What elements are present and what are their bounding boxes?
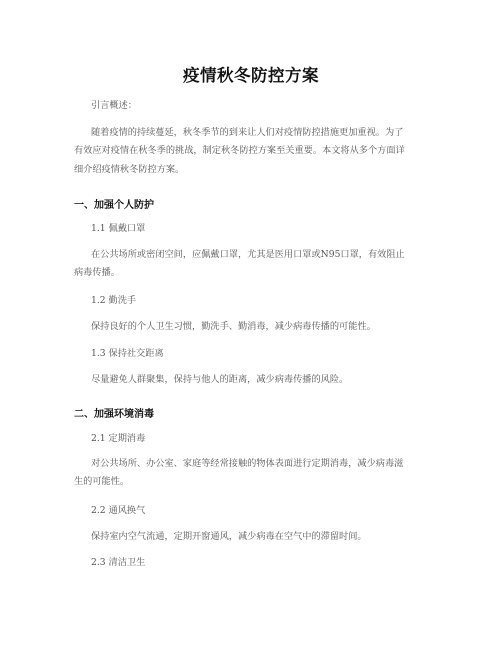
- subsection-title: 2.3 清洁卫生: [91, 557, 146, 568]
- subsection-title: 1.2 勤洗手: [91, 295, 137, 306]
- paragraph-line: 生的可能性。: [74, 476, 130, 488]
- subsection-paragraph: 保持良好的个人卫生习惯，勤洗手、勤消毒，减少病毒传播的可能性。: [91, 321, 376, 332]
- subsection-title: 1.1 佩戴口罩: [91, 223, 146, 234]
- intro-line: 细介绍疫情秋冬防控方案。: [74, 163, 185, 175]
- subsection-paragraph: 尽量避免人群聚集，保持与他人的距离，减少病毒传播的风险。: [91, 374, 349, 385]
- intro-paragraph: [74, 124, 430, 179]
- subsection-title: 1.3 保持社交距离: [91, 348, 164, 359]
- subsection-paragraph: [74, 246, 430, 283]
- section-heading: 二、加强环境消毒: [74, 409, 154, 420]
- subsection-paragraph: [74, 455, 430, 492]
- subsection-paragraph: 保持室内空气流通，定期开窗通风，减少病毒在空气中的滞留时间。: [91, 531, 367, 542]
- paragraph-line: 病毒传播。: [74, 267, 120, 279]
- intro-line: 有效应对疫情在秋冬季的挑战，制定秋冬防控方案至关重要。本文将从多个方面详: [74, 145, 405, 157]
- intro-label: 引言概述：: [91, 100, 137, 111]
- subsection-title: 2.2 通风换气: [91, 505, 146, 516]
- section-heading: 一、加强个人防护: [74, 200, 154, 211]
- paragraph-line: 对公共场所、办公室、家庭等经常接触的物体表面进行定期消毒，减少病毒滋: [91, 458, 404, 469]
- intro-line: 随着疫情的持续蔓延，秋冬季节的到来让人们对疫情防控措施更加重视。为了: [91, 127, 404, 138]
- paragraph-line: 在公共场所或密闭空间，应佩戴口罩，尤其是医用口罩或N95口罩，有效阻止: [91, 249, 405, 260]
- subsection-title: 2.1 定期消毒: [91, 433, 146, 444]
- document-title: 疫情秋冬防控方案: [183, 66, 319, 85]
